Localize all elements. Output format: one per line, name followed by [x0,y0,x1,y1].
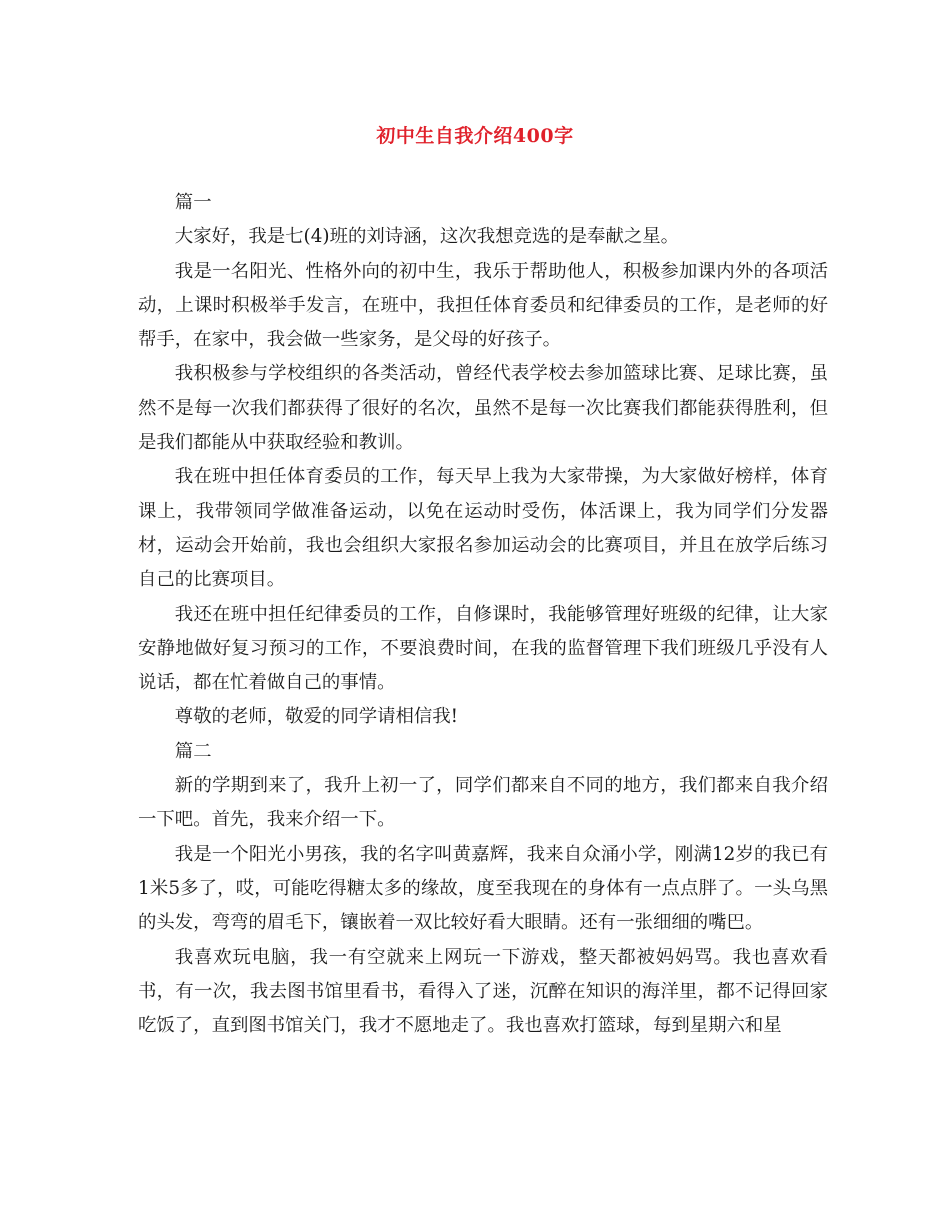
paragraph: 大家好，我是七(4)班的刘诗涵，这次我想竞选的是奉献之星。 [174,226,680,248]
paragraph: 我在班中担任体育委员的工作，每天早上我为大家带操，为大家做好榜样，体育课上，我带领同学做准备运动，以免在运动时受伤，体活课上，我为同学们分发器材，运动会开始前，我也会组织大家报名参加运动会的比赛项目，并且在放学后练习自己的比赛项目。 [138,466,828,591]
paragraph: 我是一名阳光、性格外向的初中生，我乐于帮助他人，积极参加课内外的各项活动，上课时积极举手发言，在班中，我担任体育委员和纪律委员的工作，是老师的好帮手，在家中，我会做一些家务，是父母的好孩子。 [138,260,828,351]
paragraph: 新的学期到来了，我升上初一了，同学们都来自不同的地方，我们都来自我介绍一下吧。首先，我来介绍一下。 [138,775,828,831]
paragraph: 尊敬的老师，敬爱的同学请相信我! [174,706,459,728]
paragraph: 我还在班中担任纪律委员的工作，自修课时，我能够管理好班级的纪律，让大家安静地做好复习预习的工作，不要浪费时间，在我的监督管理下我们班级几乎没有人说话，都在忙着做自己的事情。 [138,603,828,694]
document-title: 初中生自我介绍400字 [376,125,574,147]
paragraph: 我是一个阳光小男孩，我的名字叫黄嘉辉，我来自众涌小学，刚满12岁的我已有1米5多了，哎，可能吃得糖太多的缘故，度至我现在的身体有一点点胖了。一头乌黑的头发，弯弯的眉毛下，镶嵌着一双比较好看大眼睛。还有一张细细的嘴巴。 [138,843,828,934]
paragraph: 我积极参与学校组织的各类活动，曾经代表学校去参加篮球比赛、足球比赛，虽然不是每一次我们都获得了很好的名次，虽然不是每一次比赛我们都能获得胜利，但是我们都能从中获取经验和教训。 [138,363,828,454]
paragraph: 我喜欢玩电脑，我一有空就来上网玩一下游戏，整天都被妈妈骂。我也喜欢看书，有一次，我去图书馆里看书，看得入了迷，沉醉在知识的海洋里，都不记得回家吃饭了，直到图书馆关门，我才不愿地走了。我也喜欢打篮球，每到星期六和星 [138,946,828,1037]
section-heading-2: 篇二 [174,740,212,762]
document-body [138,186,828,1043]
section-heading-1: 篇一 [174,192,212,213]
